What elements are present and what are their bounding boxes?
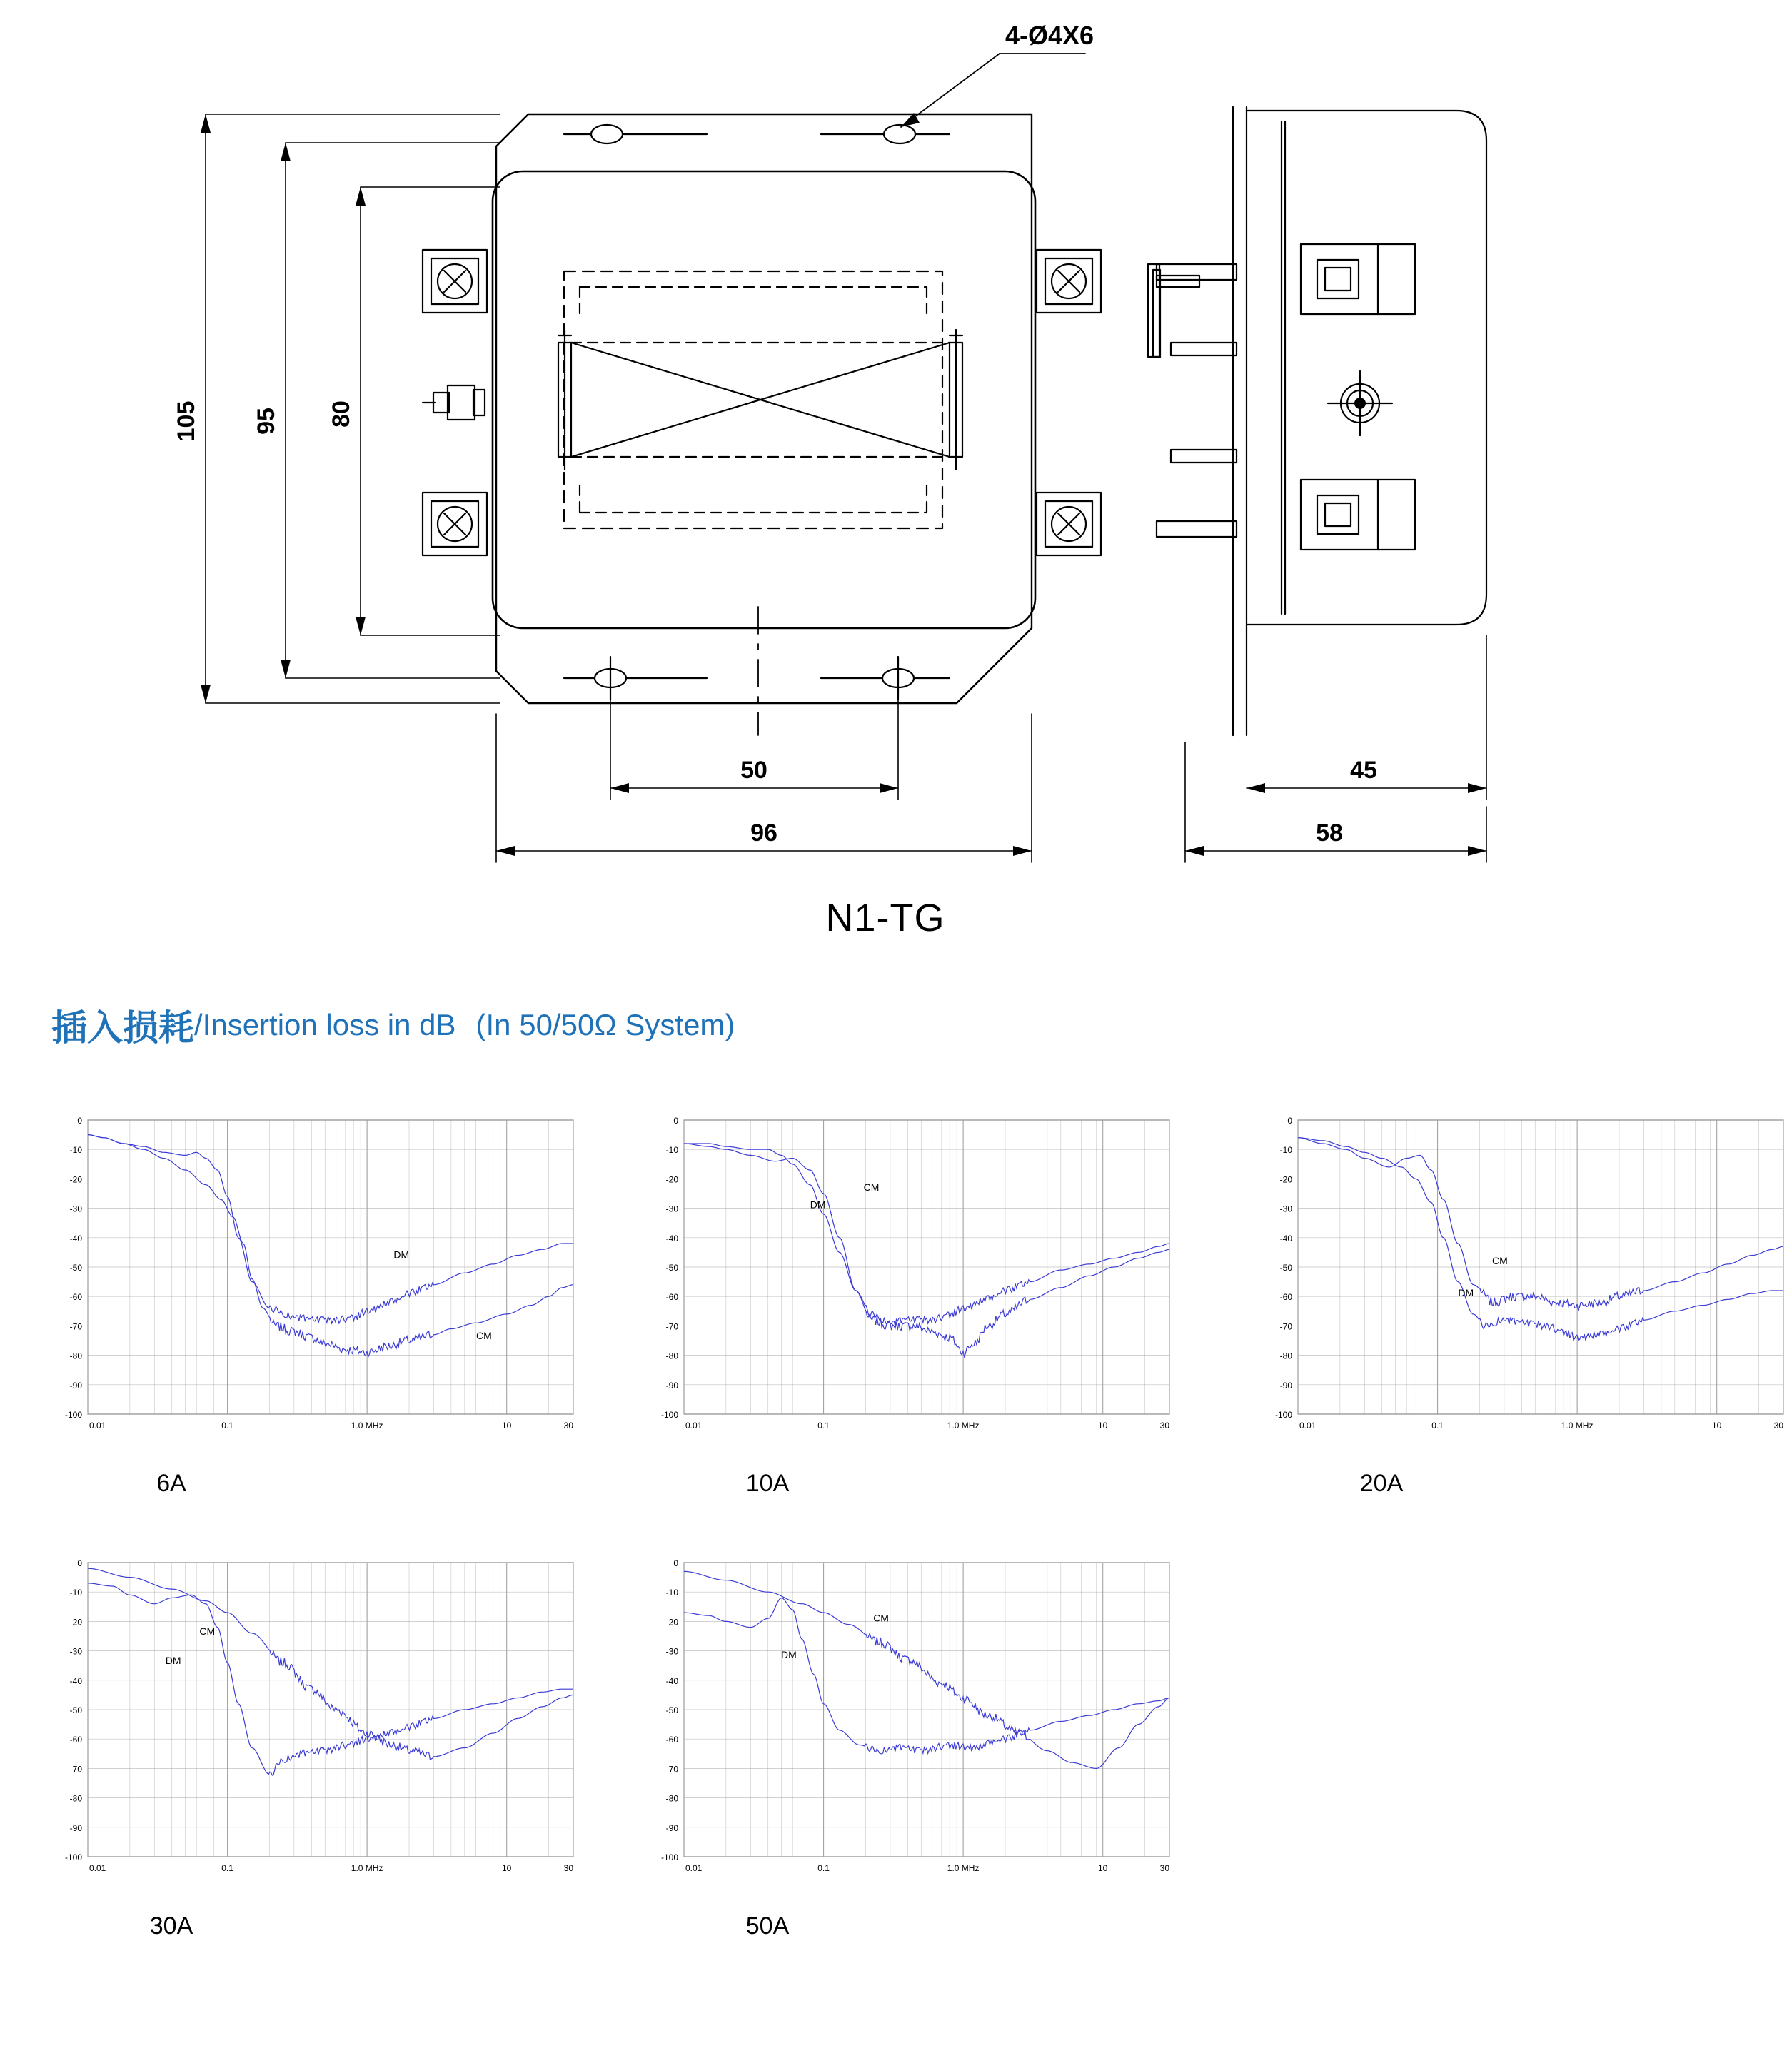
series-label-cm: CM	[476, 1329, 492, 1341]
svg-text:-100: -100	[64, 1852, 82, 1862]
dimension-label-95: 95	[253, 408, 280, 435]
svg-text:30: 30	[563, 1863, 573, 1873]
svg-text:-20: -20	[1279, 1174, 1292, 1185]
svg-text:-20: -20	[665, 1617, 678, 1628]
svg-text:-80: -80	[1279, 1351, 1292, 1361]
svg-text:-70: -70	[665, 1764, 678, 1775]
svg-text:-80: -80	[69, 1351, 82, 1361]
series-label-dm: DM	[1458, 1287, 1474, 1299]
chart-30a	[39, 1553, 582, 1888]
heading-english: Insertion loss in dB	[202, 1008, 456, 1041]
front-view-label-outline	[564, 271, 942, 528]
dimension-label-80: 80	[328, 400, 355, 428]
hole-callout-label: 4-Ø4X6	[1005, 21, 1094, 50]
svg-text:-10: -10	[665, 1145, 678, 1156]
heading-chinese: 插入损耗	[51, 1008, 194, 1048]
front-view-mounting-holes-bottom	[564, 657, 950, 700]
technical-drawing	[0, 0, 1771, 878]
svg-text:-80: -80	[69, 1793, 82, 1804]
series-label-dm: DM	[781, 1648, 797, 1660]
dimension-label-96: 96	[750, 819, 777, 847]
page-title: N1-TG	[825, 897, 945, 939]
chart-caption-30a: 30A	[149, 1912, 193, 1940]
svg-text:-30: -30	[69, 1646, 82, 1657]
svg-text:0: 0	[1287, 1116, 1292, 1126]
svg-text:10: 10	[502, 1421, 512, 1431]
svg-text:-20: -20	[665, 1174, 678, 1185]
svg-text:-40: -40	[665, 1233, 678, 1244]
series-label-dm: DM	[165, 1655, 181, 1667]
svg-text:10: 10	[1098, 1863, 1108, 1873]
svg-text:-70: -70	[69, 1321, 82, 1332]
front-view-bowtie-symbol	[558, 330, 962, 470]
series-label-cm: CM	[873, 1612, 889, 1624]
svg-text:0.01: 0.01	[685, 1421, 703, 1431]
svg-text:0.01: 0.01	[89, 1863, 106, 1873]
svg-text:1.0 MHz: 1.0 MHz	[351, 1863, 383, 1873]
side-view-ground-screw	[1328, 371, 1392, 435]
svg-text:1.0 MHz: 1.0 MHz	[1561, 1421, 1594, 1431]
svg-text:-60: -60	[665, 1292, 678, 1303]
svg-text:30: 30	[1159, 1421, 1169, 1431]
chart-cell-50a	[635, 1553, 1178, 1940]
svg-text:-100: -100	[64, 1410, 82, 1420]
front-view-terminal-bottom-left	[423, 493, 487, 555]
front-view-terminal-top-left	[423, 250, 487, 313]
svg-text:-90: -90	[69, 1380, 82, 1391]
svg-text:10: 10	[502, 1863, 512, 1873]
svg-text:-20: -20	[69, 1617, 82, 1628]
svg-text:10: 10	[1098, 1421, 1108, 1431]
dimension-95	[281, 143, 500, 678]
front-view-body	[493, 171, 1035, 628]
dimension-label-105: 105	[173, 400, 200, 442]
chart-50a	[635, 1553, 1178, 1888]
front-view-ground-stud	[423, 385, 485, 420]
svg-text:-80: -80	[665, 1793, 678, 1804]
series-label-cm: CM	[1492, 1254, 1508, 1266]
svg-text:-100: -100	[1274, 1410, 1292, 1420]
svg-text:-60: -60	[665, 1735, 678, 1745]
front-view-label-inner	[580, 287, 927, 513]
svg-text:-60: -60	[69, 1735, 82, 1745]
svg-text:30: 30	[563, 1421, 573, 1431]
heading-system: (In 50/50Ω System)	[475, 1008, 735, 1041]
chart-cell-6a	[39, 1110, 582, 1498]
svg-text:-70: -70	[1279, 1321, 1292, 1332]
chart-svg	[635, 1110, 1178, 1446]
svg-text:1.0 MHz: 1.0 MHz	[947, 1863, 980, 1873]
svg-text:1.0 MHz: 1.0 MHz	[351, 1421, 383, 1431]
side-view-terminal-bottom	[1301, 480, 1415, 550]
chart-cell-30a	[39, 1553, 582, 1940]
front-view-mounting-plate	[496, 114, 1032, 703]
svg-text:0.1: 0.1	[817, 1421, 830, 1431]
svg-text:-10: -10	[1279, 1145, 1292, 1156]
svg-text:-30: -30	[69, 1204, 82, 1214]
insertion-loss-charts	[0, 1110, 1783, 1995]
dimension-label-50: 50	[740, 757, 767, 784]
svg-text:-30: -30	[665, 1204, 678, 1214]
chart-row-1	[0, 1110, 1783, 1553]
series-label-cm: CM	[863, 1181, 880, 1193]
svg-text:0.01: 0.01	[1299, 1421, 1317, 1431]
svg-text:-90: -90	[665, 1380, 678, 1391]
svg-text:-50: -50	[69, 1263, 82, 1273]
svg-text:-50: -50	[69, 1705, 82, 1715]
svg-text:30: 30	[1159, 1863, 1169, 1873]
chart-svg	[39, 1110, 582, 1446]
svg-text:0.01: 0.01	[685, 1863, 703, 1873]
chart-svg	[635, 1553, 1178, 1888]
svg-text:-60: -60	[1279, 1292, 1292, 1303]
dimension-80	[356, 187, 500, 635]
svg-text:10: 10	[1712, 1421, 1722, 1431]
svg-text:0.01: 0.01	[89, 1421, 106, 1431]
svg-text:-10: -10	[665, 1588, 678, 1598]
chart-20a	[1249, 1110, 1792, 1446]
svg-text:-10: -10	[69, 1588, 82, 1598]
chart-6a	[39, 1110, 582, 1446]
svg-text:-30: -30	[665, 1646, 678, 1657]
svg-text:0.1: 0.1	[1431, 1421, 1444, 1431]
chart-cell-10a	[635, 1110, 1178, 1498]
insertion-loss-heading	[51, 999, 735, 1051]
front-view-mounting-holes-top	[564, 125, 950, 143]
chart-10a	[635, 1110, 1178, 1446]
dimension-label-58: 58	[1316, 819, 1343, 847]
svg-text:0.1: 0.1	[221, 1863, 233, 1873]
chart-caption-20a: 20A	[1359, 1470, 1404, 1497]
technical-drawing-section	[0, 0, 1771, 878]
svg-text:-50: -50	[665, 1705, 678, 1715]
svg-text:-10: -10	[69, 1145, 82, 1156]
svg-text:-70: -70	[665, 1321, 678, 1332]
svg-text:0: 0	[77, 1116, 82, 1126]
svg-text:-80: -80	[665, 1351, 678, 1361]
chart-cell-20a	[1249, 1110, 1792, 1498]
svg-text:-40: -40	[69, 1675, 82, 1686]
svg-text:-30: -30	[1279, 1204, 1292, 1214]
svg-text:-20: -20	[69, 1174, 82, 1185]
svg-text:30: 30	[1773, 1421, 1783, 1431]
svg-text:-90: -90	[1279, 1380, 1292, 1391]
svg-text:-100: -100	[660, 1410, 678, 1420]
dimension-label-45: 45	[1350, 757, 1377, 784]
chart-svg	[1249, 1110, 1792, 1446]
chart-row-2	[0, 1553, 1771, 1995]
svg-text:1.0 MHz: 1.0 MHz	[947, 1421, 980, 1431]
series-label-dm: DM	[810, 1199, 826, 1211]
svg-text:0.1: 0.1	[817, 1863, 830, 1873]
svg-text:-90: -90	[69, 1822, 82, 1833]
svg-text:0: 0	[77, 1558, 82, 1568]
heading-slash: /	[194, 1008, 203, 1041]
front-view-terminal-top-right	[1037, 250, 1101, 313]
svg-text:-70: -70	[69, 1764, 82, 1775]
hole-callout-leader	[901, 54, 1085, 127]
svg-text:-50: -50	[1279, 1263, 1292, 1273]
chart-caption-50a: 50A	[745, 1912, 790, 1940]
svg-text:-90: -90	[665, 1822, 678, 1833]
series-label-dm: DM	[393, 1249, 410, 1261]
series-label-cm: CM	[199, 1625, 216, 1637]
svg-text:0: 0	[673, 1116, 678, 1126]
front-view-terminal-bottom-right	[1037, 493, 1101, 555]
svg-text:-40: -40	[665, 1675, 678, 1686]
svg-text:0: 0	[673, 1558, 678, 1568]
chart-svg	[39, 1553, 582, 1888]
svg-text:-60: -60	[69, 1292, 82, 1303]
side-view	[1148, 107, 1486, 735]
svg-text:0.1: 0.1	[221, 1421, 233, 1431]
svg-text:-40: -40	[1279, 1233, 1292, 1244]
side-view-terminal-top	[1301, 244, 1415, 314]
chart-caption-10a: 10A	[745, 1470, 790, 1497]
chart-caption-6a: 6A	[156, 1470, 186, 1497]
svg-text:-50: -50	[665, 1263, 678, 1273]
svg-text:-100: -100	[660, 1852, 678, 1862]
svg-text:-40: -40	[69, 1233, 82, 1244]
